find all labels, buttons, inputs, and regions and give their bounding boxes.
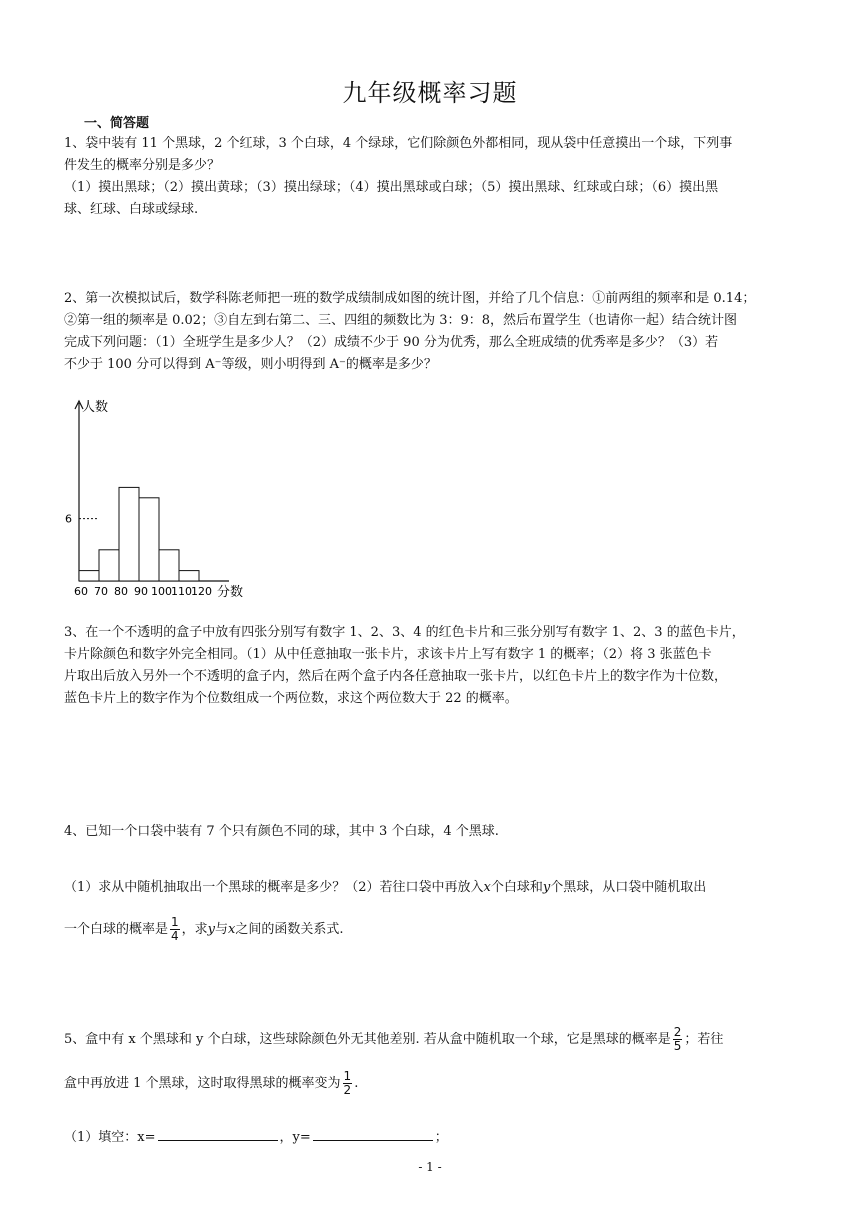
page-number: - 1 - <box>418 1160 442 1174</box>
q4-line-3d: 之间的函数关系式. <box>235 922 344 937</box>
x-tick-label: 120 <box>191 585 212 598</box>
q4-line-3a: 一个白球的概率是 <box>64 922 169 937</box>
section-heading: 一、简答题 <box>84 116 150 131</box>
histogram-bar <box>119 487 139 581</box>
q3-line-2: 卡片除颜色和数字外完全相同。（1）从中任意抽取一张卡片，求该卡片上写有数字 1 的概率；（2）将 3 张蓝色卡 <box>64 647 712 662</box>
x-tick-label: 90 <box>134 585 148 598</box>
y-tick-label: 6 <box>65 512 72 526</box>
q4-line-3b: ，求 <box>181 922 208 937</box>
answer-blank-x[interactable] <box>158 1128 278 1141</box>
q4-line-2 <box>64 876 706 895</box>
fraction-denominator: 5 <box>673 1039 682 1053</box>
q2-line-3: 完成下列问题：（1）全班学生是多少人？（2）成绩不少于 90 分为优秀，那么全班成绩的优秀率是多少？（3）若 <box>64 335 719 350</box>
q1-line-3: （1）摸出黑球；（2）摸出黄球；（3）摸出绿球；（4）摸出黑球或白球；（5）摸出黑球、红球或白球；（6）摸出黑 <box>64 180 719 195</box>
x-tick-label: 110 <box>171 585 192 598</box>
q1-line-4: 球、红球、白球或绿球. <box>64 202 199 217</box>
score-histogram <box>60 395 280 605</box>
fraction-denominator: 4 <box>171 929 179 943</box>
x-tick-label: 80 <box>114 585 128 598</box>
q3-line-3: 片取出后放入另外一个不透明的盒子内，然后在两个盒子内各任意抽取一张卡片，以红色卡片上的数字作为十位数， <box>64 669 728 684</box>
q4-line-2b: 个白球和 <box>490 880 543 895</box>
q5-line-3 <box>64 1126 448 1145</box>
q4-line-2a: （1）求从中随机抽取出一个黑球的概率是多少？（2）若往口袋中再放入 <box>64 880 484 895</box>
question-3 <box>64 622 796 710</box>
histogram-bar <box>99 550 119 581</box>
q3-line-1: 3、在一个不透明的盒子中放有四张分别写有数字 1、2、3、4 的红色卡片和三张分别写有数字 1、2、3 的蓝色卡片， <box>64 625 745 640</box>
histogram-bar <box>79 571 99 581</box>
q5-line-3b: ，y= <box>279 1130 311 1145</box>
page-title: 九年级概率习题 <box>342 79 518 107</box>
q4-line-3 <box>64 916 344 943</box>
histogram-bar <box>159 550 179 581</box>
q4-line-1: 4、已知一个口袋中装有 7 个只有颜色不同的球，其中 3 个白球，4 个黑球. <box>64 824 499 839</box>
q2-line-1: 2、第一次模拟试后，数学科陈老师把一班的数学成绩制成如图的统计图，并给了几个信息：①前两组的频率和是 0.14； <box>64 291 756 306</box>
fraction-denominator: 2 <box>343 1083 352 1097</box>
q4-line-3c: 与 <box>215 922 229 937</box>
histogram-bar <box>179 571 199 581</box>
q2-line-4: 不少于 100 分可以得到 A⁻等级，则小明得到 A⁻的概率是多少？ <box>64 357 437 372</box>
fraction-numerator: 2 <box>673 1025 682 1039</box>
fraction-one-quarter <box>170 916 180 943</box>
q5-line-1b: ；若往 <box>684 1032 724 1047</box>
q5-line-1 <box>64 1026 723 1053</box>
q5-line-2b: . <box>354 1076 359 1091</box>
x-tick-label: 60 <box>74 585 88 598</box>
x-axis-label: 分数 <box>217 585 244 600</box>
var-y: y <box>542 880 551 895</box>
var-y-2: y <box>207 922 216 937</box>
q3-line-4: 蓝色卡片上的数字作为个位数组成一个两位数，求这个两位数大于 22 的概率。 <box>64 691 518 706</box>
y-axis-label: 人数 <box>82 400 109 415</box>
fraction-two-fifths <box>673 1026 683 1053</box>
var-x: x <box>483 880 491 895</box>
q2-line-2: ②第一组的频率是 0.02；③自左到右第二、三、四组的频数比为 3：9：8，然后布置学生（也请你一起）结合统计图 <box>64 313 738 328</box>
histogram-bar <box>139 498 159 581</box>
q4-line-2c: 个黑球，从口袋中随机取出 <box>550 880 707 895</box>
q5-line-2 <box>64 1070 358 1097</box>
x-tick-label: 100 <box>151 585 172 598</box>
q5-line-1a: 5、盒中有 x 个黑球和 y 个白球，这些球除颜色外无其他差别. 若从盒中随机取一个球，它是黑球的概率是 <box>64 1032 671 1047</box>
question-1 <box>64 133 796 221</box>
q1-line-2: 件发生的概率分别是多少？ <box>64 158 221 173</box>
answer-blank-y[interactable] <box>313 1128 433 1141</box>
q5-line-3a: （1）填空：x= <box>64 1130 156 1145</box>
fraction-numerator: 1 <box>171 915 179 929</box>
q5-line-2a: 盒中再放进 1 个黑球，这时取得黑球的概率变为 <box>64 1076 341 1091</box>
fraction-one-half <box>343 1070 353 1097</box>
q5-line-3c: ； <box>434 1130 448 1145</box>
question-2 <box>64 288 796 376</box>
var-x-2: x <box>228 922 236 937</box>
x-tick-label: 70 <box>94 585 108 598</box>
q1-line-1: 1、袋中装有 11 个黑球，2 个红球，3 个白球，4 个绿球，它们除颜色外都相同，现从袋中任意摸出一个球，下列事 <box>64 136 733 151</box>
fraction-numerator: 1 <box>343 1069 352 1083</box>
